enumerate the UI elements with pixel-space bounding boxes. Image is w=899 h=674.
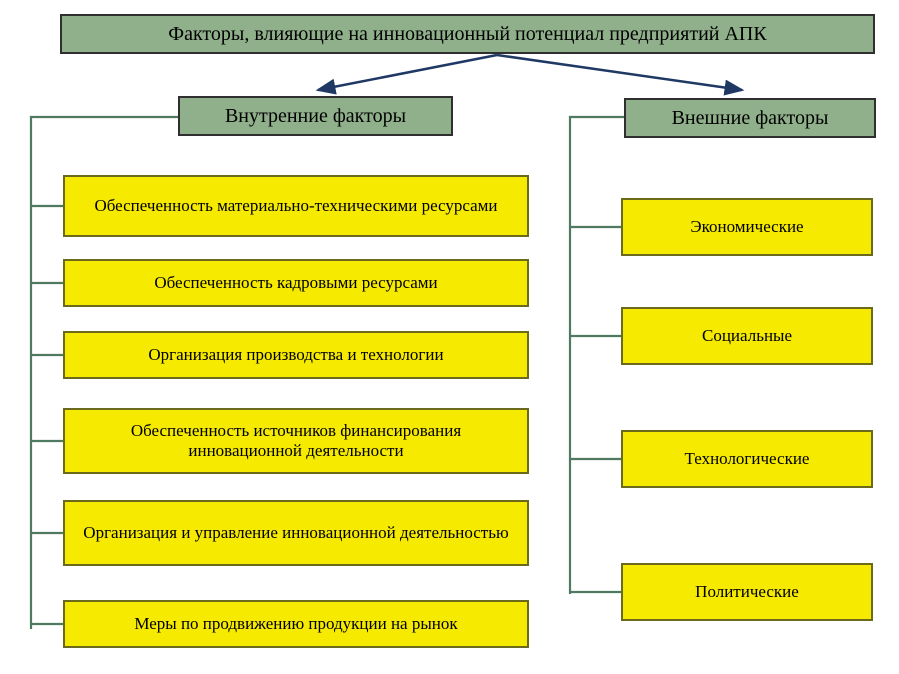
- arrow-to-external: [497, 55, 742, 90]
- internal-factor-item: Организация и управление инновационной деятельностью: [63, 500, 529, 566]
- branch-header-external: Внешние факторы: [624, 98, 876, 138]
- internal-factor-item: Меры по продвижению продукции на рынок: [63, 600, 529, 648]
- external-factor-item: Технологические: [621, 430, 873, 488]
- internal-factor-item: Организация производства и технологии: [63, 331, 529, 379]
- external-factor-item: Социальные: [621, 307, 873, 365]
- internal-factor-item: Обеспеченность материально-техническими ресурсами: [63, 175, 529, 237]
- external-factor-item: Политические: [621, 563, 873, 621]
- diagram-title: Факторы, влияющие на инновационный потенциал предприятий АПК: [60, 14, 875, 54]
- external-factor-item: Экономические: [621, 198, 873, 256]
- external-spine: [570, 117, 624, 594]
- internal-factor-item: Обеспеченность источников финансирования инновационной деятельности: [63, 408, 529, 474]
- branch-header-internal: Внутренние факторы: [178, 96, 453, 136]
- arrow-to-internal: [318, 55, 497, 90]
- internal-factor-item: Обеспеченность кадровыми ресурсами: [63, 259, 529, 307]
